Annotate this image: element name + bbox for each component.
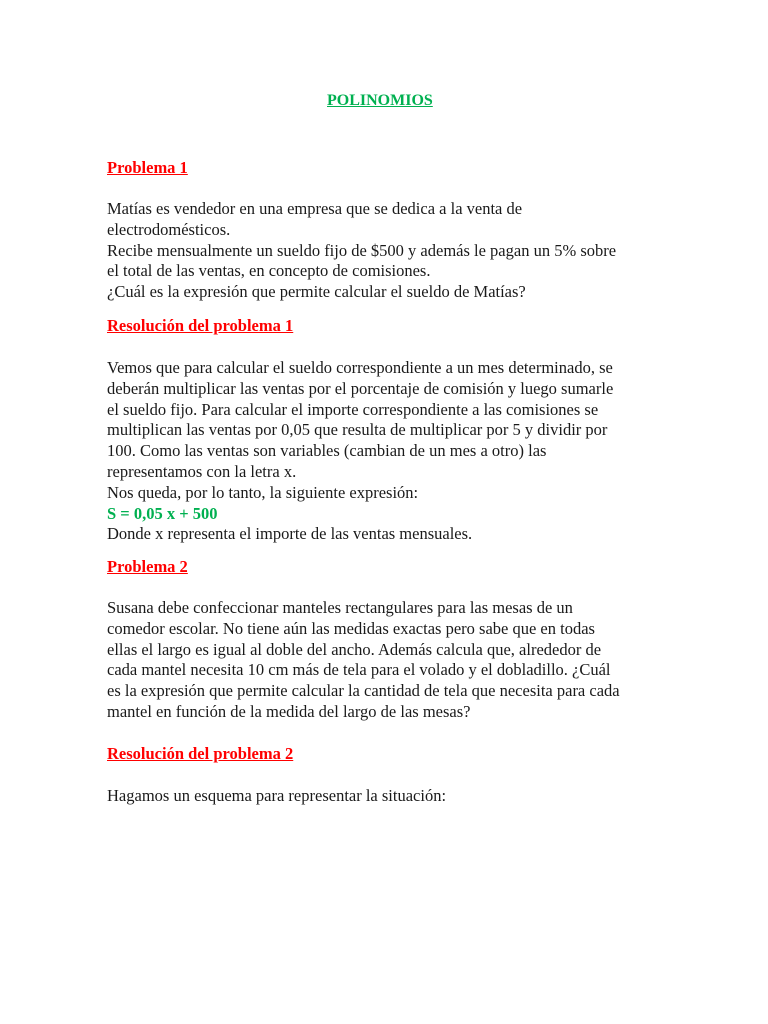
text-line: el total de las ventas, en concepto de comisiones. [107, 261, 431, 281]
text-line: Matías es vendedor en una empresa que se dedica a la venta de [107, 199, 523, 218]
problem-1-text [107, 199, 667, 303]
salary-formula: S = 0,05 x + 500 [107, 503, 218, 523]
text-line: mantel en función de la medida del largo de las mesas? [107, 701, 471, 721]
problem-2-heading: Problema 2 [107, 557, 188, 576]
text-line: ¿Cuál es la expresión que permite calcular el sueldo de Matías? [107, 282, 526, 302]
problem-1-heading: Problema 1 [107, 158, 188, 177]
resolution-1-text [107, 358, 667, 545]
text-line: Nos queda, por lo tanto, la siguiente expresión: [107, 482, 419, 502]
text-line: ellas el largo es igual al doble del ancho. Además calcula que, alrededor de [107, 639, 602, 659]
text-line: electrodomésticos. [107, 219, 231, 239]
text-line: deberán multiplicar las ventas por el porcentaje de comisión y luego sumarle [107, 378, 614, 398]
text-line: Hagamos un esquema para representar la situación: [107, 786, 447, 805]
text-line: Donde x representa el importe de las ventas mensuales. [107, 524, 473, 544]
resolution-2-heading: Resolución del problema 2 [107, 744, 294, 763]
text-line: 100. Como las ventas son variables (cambian de un mes a otro) las [107, 441, 547, 461]
text-line: es la expresión que permite calcular la cantidad de tela que necesita para cada [107, 681, 620, 701]
text-line: el sueldo fijo. Para calcular el importe correspondiente a las comisiones se [107, 399, 599, 419]
text-line: Recibe mensualmente un sueldo fijo de $500 y además le pagan un 5% sobre [107, 240, 617, 260]
text-line: representamos con la letra x. [107, 461, 297, 481]
text-line: multiplican las ventas por 0,05 que resulta de multiplicar por 5 y dividir por [107, 420, 608, 440]
text-line: cada mantel necesita 10 cm más de tela para el volado y el dobladillo. ¿Cuál [107, 660, 611, 680]
text-line: Susana debe confeccionar manteles rectangulares para las mesas de un [107, 598, 573, 617]
document-title: POLINOMIOS [327, 92, 433, 109]
resolution-2-text [107, 786, 667, 807]
resolution-1-heading: Resolución del problema 1 [107, 316, 294, 335]
text-line: comedor escolar. No tiene aún las medidas exactas pero sabe que en todas [107, 618, 595, 638]
text-line: Vemos que para calcular el sueldo correspondiente a un mes determinado, se [107, 358, 613, 377]
problem-2-text [107, 598, 667, 723]
